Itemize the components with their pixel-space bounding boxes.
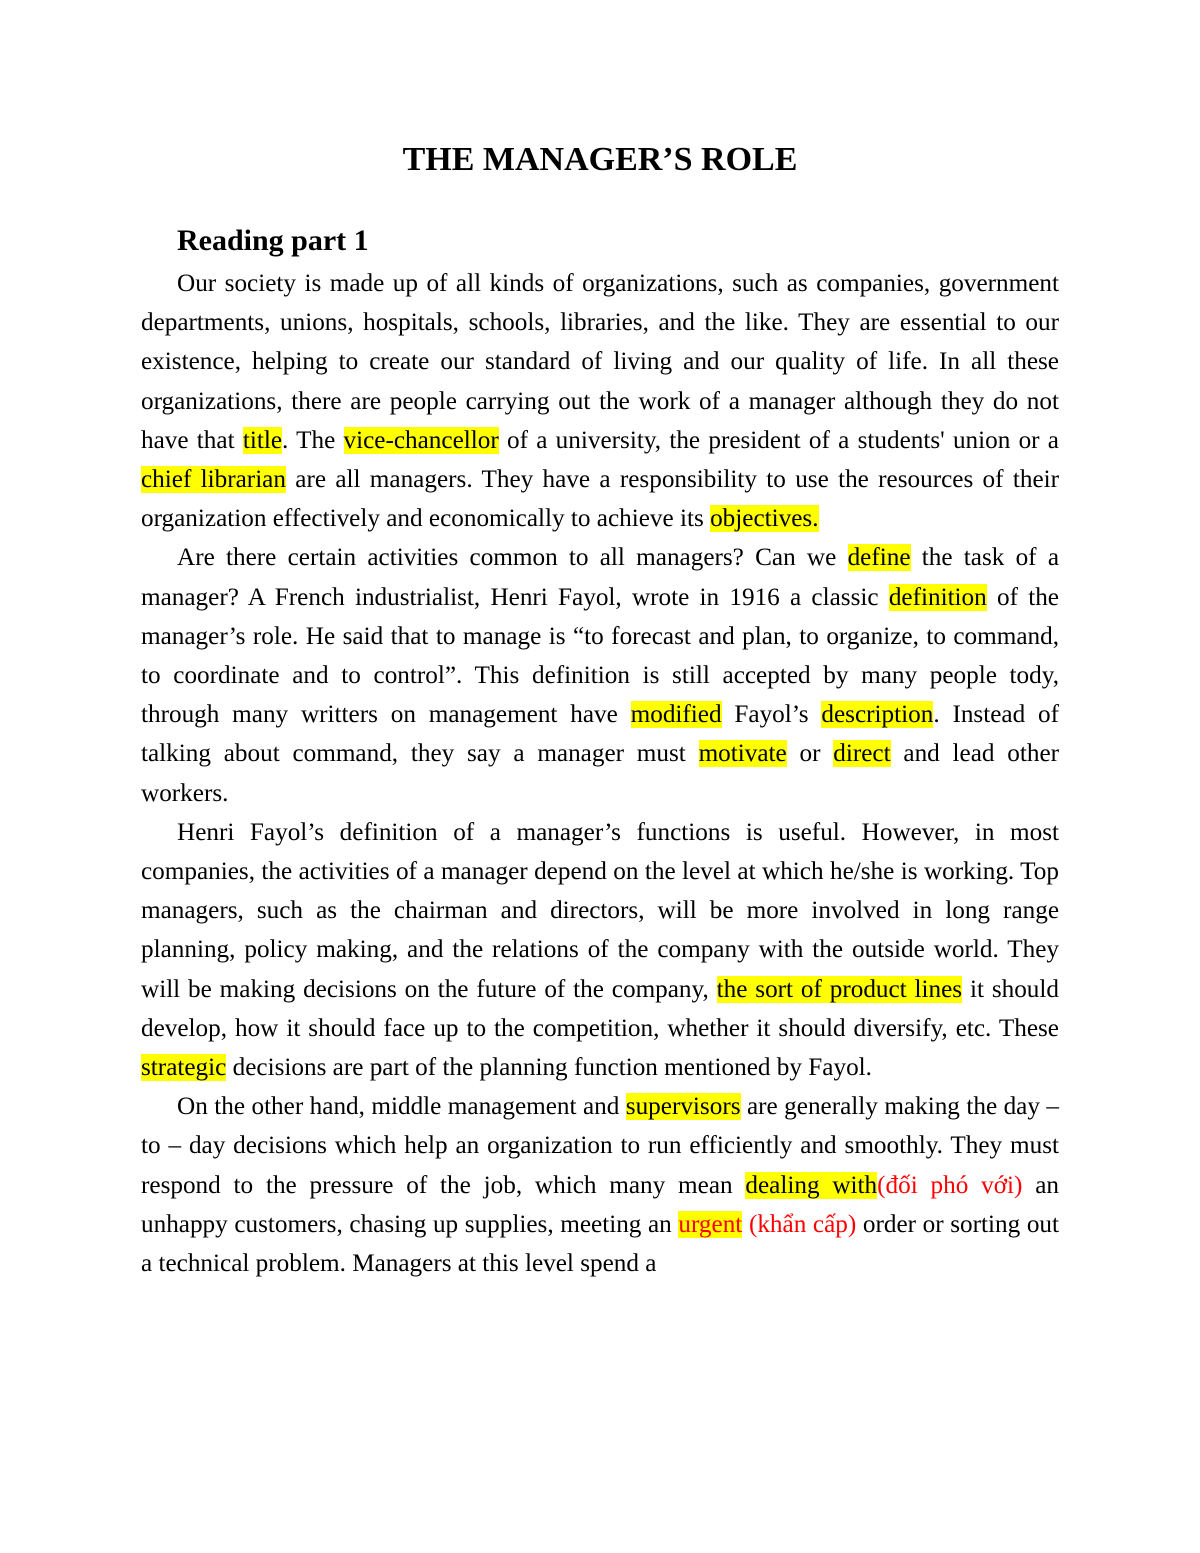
text-segment: . The (282, 426, 344, 454)
section-heading: Reading part 1 (177, 224, 369, 257)
text-segment: order or sorting out a technical problem. Managers at this level spend a (141, 1210, 1060, 1278)
highlighted-term: urgent (678, 1210, 743, 1238)
body-text (141, 264, 1059, 1283)
paragraph (141, 813, 1059, 1087)
text-segment: decisions are part of the planning function mentioned by Fayol. (226, 1054, 872, 1082)
highlighted-term: title (242, 426, 282, 454)
text-segment: are generally making the day – to – day decisions which help an organization to run efficiently and smoothly. They must respond to the pressure of the job, which many mean (141, 1093, 1059, 1199)
text-segment: of the manager’s role. He said that to manage is “to forecast and plan, to organize, to command, to coordinate and to control”. This definition is still accepted by many people tody, through many writters on management have (141, 583, 1059, 729)
text-segment: an unhappy customers, chasing up supplies, meeting an (141, 1171, 1060, 1238)
text-segment: Our society is made up of all kinds of organizations, such as companies, government departments, unions, hospitals, schools, libraries, and the like. They are essential to our existence, helping to create our standard of living and our quality of life. In all these organizations, there are people carrying out the work of a manager although they do not have that (141, 270, 1059, 454)
highlighted-term: supervisors (625, 1093, 741, 1121)
text-segment: the task of a manager? A French industrialist, Henri Fayol, wrote in 1916 a classic (141, 544, 1059, 611)
highlighted-term: strategic (141, 1054, 227, 1082)
highlighted-term: objectives. (710, 505, 819, 533)
highlighted-term: chief librarian (141, 466, 286, 494)
text-segment: or (786, 740, 834, 768)
highlighted-term: motivate (698, 740, 787, 768)
text-segment: Henri Fayol’s definition of a manager’s functions is useful. However, in most companies, the activities of a manager depend on the level at which he/she is working. Top managers, such as the chairman and directors, will be more involved in long range planning, policy making, and the relations of the company with the outside world. They will be making decisions on the future of the company, (141, 818, 1059, 1003)
text-segment: and lead other workers. (141, 740, 1060, 807)
text-segment: of a university, the president of a students' union or a (498, 426, 1059, 454)
highlighted-term: vice-chancellor (343, 426, 499, 454)
highlighted-term: definition (888, 583, 987, 611)
highlighted-term: dealing with (745, 1171, 878, 1199)
text-segment: are all managers. They have a responsibility to use the resources of their organization effectively and economically to achieve its (141, 466, 1060, 533)
translation-note: (khẩn cấp) (748, 1210, 857, 1238)
text-segment: . Instead of talking about command, they say a manager must (141, 701, 1059, 768)
highlighted-term: define (847, 544, 911, 572)
paragraph (141, 1087, 1059, 1283)
text-segment: it should develop, how it should face up to the competition, whether it should diversify, etc. These (141, 975, 1059, 1042)
translation-note: (đối phó với) (877, 1171, 1023, 1199)
highlighted-term: modified (630, 701, 722, 729)
paragraph (141, 264, 1059, 538)
text-segment: Fayol’s (721, 701, 822, 729)
highlighted-term: description (821, 701, 934, 729)
text-segment: Are there certain activities common to all managers? Can we (177, 544, 848, 572)
paragraph (141, 538, 1059, 812)
highlighted-term: direct (833, 740, 891, 768)
text-segment (742, 1211, 749, 1238)
text-segment: On the other hand, middle management and (177, 1093, 626, 1121)
document-title: THE MANAGER’S ROLE (402, 141, 798, 178)
highlighted-term: the sort of product lines (716, 975, 963, 1003)
